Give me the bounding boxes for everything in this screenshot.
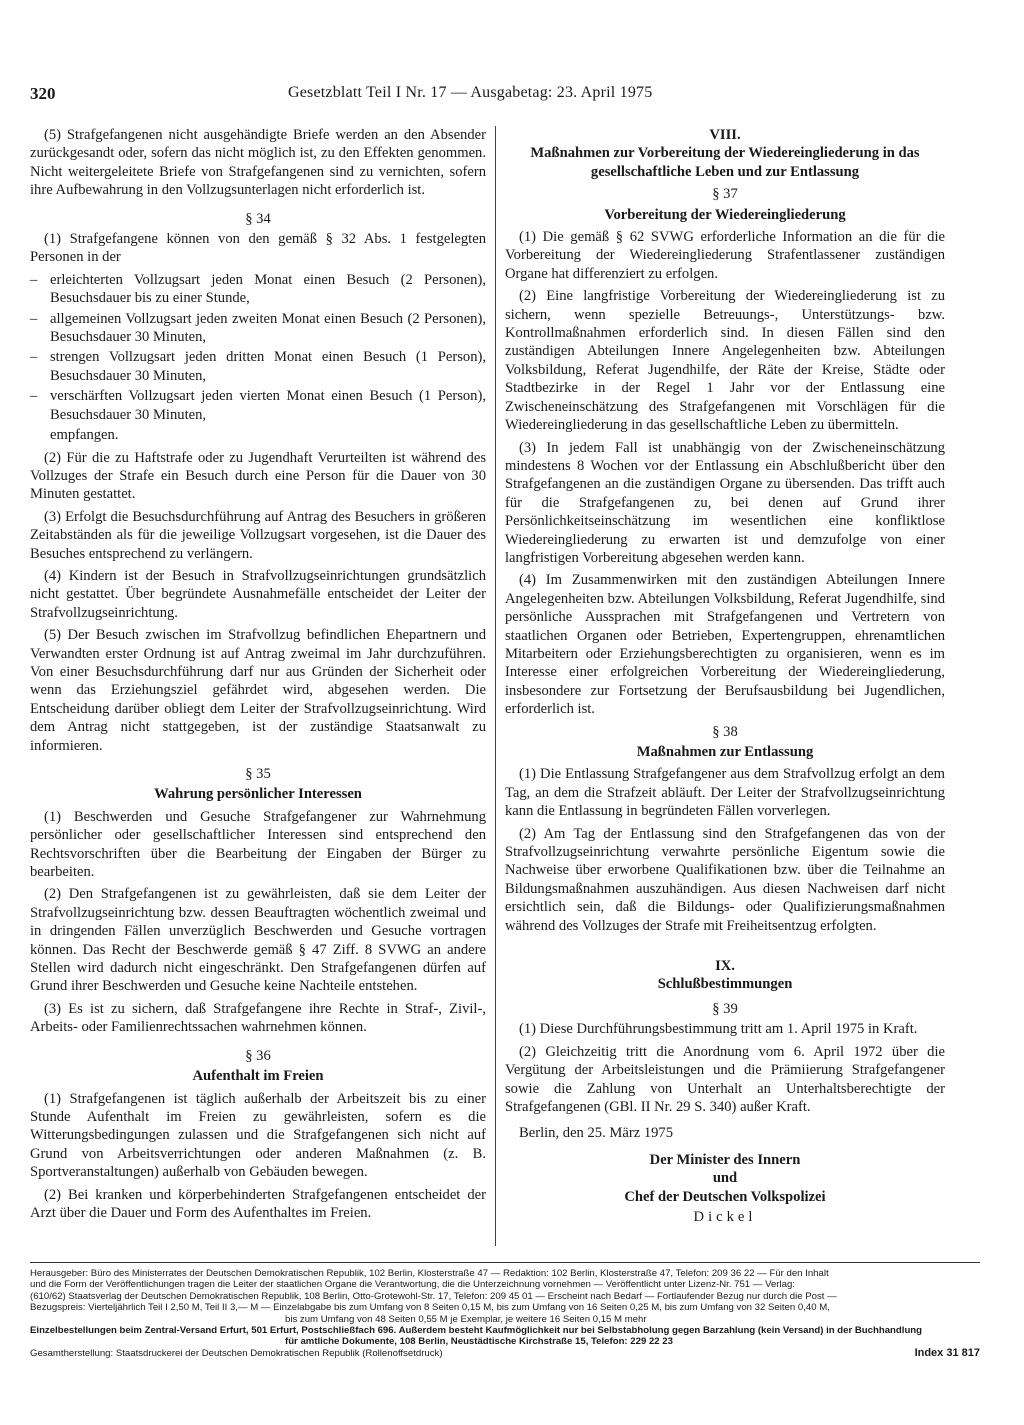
paragraph: (2) Eine langfristige Vorbereitung der Wiedereingliederung ist zu sichern, wenn spezielle Betreuungs-, Unterstützungs- bzw. Kontrollmaßnahmen erforderlich sind. In diesen Fällen sind den zuständigen Abteilungen Innere Angelegenheiten bzw. Abteilungen Volksbildung, Referat Jugendhilfe, der Räte der Kreise, Städte oder Stadtbezirke in der Regel 1 Jahr vor der Entlassung eine Zwischeneinschätzung des Strafgefangenen mit Vorschlägen für die Wiedereingliederung in das gesellschaftliche Leben zu übermitteln. bbox=[505, 288, 945, 434]
imprint-line: Herausgeber: Büro des Ministerrates der Deutschen Demokratischen Republik, 102 Berlin, Klosterstraße 47 — Redaktion: 102 Berlin, Klosterstraße 47, Telefon: 209 36 22 — Für den Inhalt bbox=[30, 1268, 829, 1279]
column-divider bbox=[495, 126, 496, 1246]
imprint-line-last bbox=[30, 1348, 980, 1359]
page-header bbox=[30, 84, 980, 110]
paragraph: (2) Am Tag der Entlassung sind den Strafgefangenen das von der Strafvollzugseinrichtung verwahrte persönliche Eigentum sowie die Nachweise über erworbene Qualifikationen bzw. über die Teilnahme an Bildungsmaßnahmen auszuhändigen. Aus diesen Nachweisen darf nicht ersichtlich sein, daß die Bildungs- oder Qualifizierungsmaßnahmen während des Vollzuges der Strafe mit Freiheitsentzug erfolgten. bbox=[505, 825, 945, 934]
paragraph: (3) Es ist zu sichern, daß Strafgefangene ihre Rechte in Straf-, Zivil-, Arbeits- oder Familienrechtssachen wahrnehmen können. bbox=[30, 1000, 486, 1036]
part-title: Schlußbestimmungen bbox=[657, 976, 793, 993]
paragraph: (1) Diese Durchführungsbestimmung tritt am 1. April 1975 in Kraft. bbox=[519, 1021, 918, 1038]
paragraph: (1) Die gemäß § 62 SVWG erforderliche Information an die für die Vorbereitung der Wiedereingliederung Strafentlassener zuständigen Organe hat differenziert zu erfolgen. bbox=[505, 229, 945, 282]
paragraph: (4) Kindern ist der Besuch in Strafvollzugseinrichtungen grundsätzlich nicht gestattet. Über begründete Ausnahmefälle entscheidet der Leiter der Strafvollzugseinrichtung. bbox=[30, 567, 486, 621]
section-title: Maßnahmen zur Entlassung bbox=[636, 744, 814, 760]
section-title: Wahrung persönlicher Interessen bbox=[154, 786, 362, 803]
left-column bbox=[30, 126, 486, 1226]
paragraph: (3) Erfolgt die Besuchsdurchführung auf Antrag des Besuchers in größeren Zeitabständen als für die jeweilige Vollzugsart vorgesehen, ist die Dauer des Besuches entsprechend zu verlängern. bbox=[30, 508, 486, 562]
section-number: § 34 bbox=[245, 210, 271, 227]
page-number: 320 bbox=[30, 84, 56, 103]
imprint-line: und die Form der Veröffentlichungen tragen die Leiter der staatlichen Organe die Verantwortung, die die Unterzeichnung vornehmen — Veröffentlicht unter Lizenz-Nr. 751 — Verlag: bbox=[30, 1279, 795, 1291]
paragraph: (5) Der Besuch zwischen im Strafvollzug befindlichen Ehepartnern und Verwandten erster Ordnung ist auf Antrag zweimal im Jahr durchzuführen. Von einer Besuchsdurchführung darf nur aus Gründen der Sicherheit oder wenn das Erziehungsziel gefährdet wird, abgesehen werden. Die Entscheidung darüber obliegt dem Leiter der Strafvollzugseinrichtung. Wird dem Antrag nicht stattgegeben, ist der zuständige Staatsanwalt zu informieren. bbox=[30, 627, 486, 754]
imprint-footer bbox=[30, 1268, 980, 1359]
section-title: Aufenthalt im Freien bbox=[192, 1068, 324, 1085]
paragraph: (2) Gleichzeitig tritt die Anordnung vom 6. April 1972 über die Vergütung der Arbeitsleistungen und die Prämiierung Strafgefangener sowie die Zahlung von Unterhalt an Unterhaltsberechtigte der Strafgefangenen (GBl. II Nr. 29 S. 340) außer Kraft. bbox=[505, 1043, 945, 1115]
imprint-line: bis zum Umfang von 48 Seiten 0,55 M je Exemplar, je weitere 16 Seiten 0,15 M mehr bbox=[285, 1313, 647, 1325]
paragraph: (1) Strafgefangene können von den gemäß § 32 Abs. 1 festgelegten Personen in der bbox=[30, 231, 486, 266]
paragraph: (2) Den Strafgefangenen ist zu gewährleisten, daß sie dem Leiter der Strafvollzugseinrichtung bzw. dessen Beauftragten wöchentlich zweimal und in dringenden Fällen unverzüglich Beschwerden und Gesuche vortragen können. Das Recht der Beschwerde gemäß § 47 Ziff. 8 SVWG an andere Stellen wird dadurch nicht eingeschränkt. Den Strafgefangenen dürfen auf Grund ihrer Beschwerden und Gesuche keine Nachteile entstehen. bbox=[30, 886, 486, 995]
imprint-line: (610/62) Staatsverlag der Deutschen Demokratischen Republik, 108 Berlin, Otto-Grotewohl-Str. 17, Telefon: 209 45 01 — Erscheint nach Bedarf — Fortlaufender Bezug nur durch die Post — bbox=[30, 1290, 837, 1302]
section-number: § 36 bbox=[245, 1047, 271, 1064]
signatory-name: Dickel bbox=[693, 1208, 757, 1225]
paragraph: (4) Im Zusammenwirken mit den zuständigen Abteilungen Innere Angelegenheiten bzw. Abteilungen Volksbildung, Referat Jugendhilfe, sind persönliche Aussprachen mit Strafgefangenen und Vertretern von staatlichen Organen oder Betrieben, Expertengruppen, ehrenamtlichen Mitarbeitern oder Erziehungsberechtigten zu organisieren, wenn es im Interesse einer erfolgreichen Vorbereitung der Wiedereingliederung, insbesondere zur Fortsetzung der Berufsausbildung bei Jugendlichen, erforderlich ist. bbox=[505, 572, 945, 718]
running-title: Gesetzblatt Teil I Nr. 17 — Ausgabetag: 23. April 1975 bbox=[288, 84, 653, 101]
paragraph: (2) Bei kranken und körperbehinderten Strafgefangenen entscheidet der Arzt über die Dauer und Form des Aufenthaltes im Freien. bbox=[30, 1186, 486, 1221]
paragraph: (5) Strafgefangenen nicht ausgehändigte Briefe werden an den Absender zurückgesandt oder, sofern das nicht möglich ist, zu den Effekten genommen. Nicht weitergeleitete Briefe von Strafgefangenen sind zu vernichten, sofern ihre Aufbewahrung in den Vollzugsunterlagen nicht erforderlich ist. bbox=[30, 127, 486, 199]
index-number: Index 31 817 bbox=[914, 1346, 980, 1359]
visit-rules-list bbox=[30, 271, 486, 424]
imprint-line: für amtliche Dokumente, 108 Berlin, Neustädtische Kirchstraße 15, Telefon: 229 22 23 bbox=[285, 1336, 673, 1348]
signatory-title: Der Minister des Innern bbox=[649, 1151, 801, 1168]
imprint-line: Bezugspreis: Vierteljährlich Teil I 2,50 M, Teil II 3,— M — Einzelabgabe bis zum Umfang von 8 Seiten 0,15 M, bis zum Umfang von 16 Seiten 0,25 M, bis zum Umfang von 32 Seiten 0,40 M, bbox=[30, 1302, 830, 1314]
section-number: § 38 bbox=[712, 723, 738, 740]
part-number: IX. bbox=[715, 958, 735, 975]
signatory-title: Chef der Deutschen Volkspolizei bbox=[624, 1188, 826, 1205]
list-item: – strengen Vollzugsart jeden dritten Monat einen Besuch (1 Person), Besuchsdauer 30 Minuten, bbox=[30, 348, 486, 385]
part-number: VIII. bbox=[709, 127, 741, 143]
footer-divider bbox=[30, 1262, 980, 1263]
paragraph: (1) Die Entlassung Strafgefangener aus dem Strafvollzug erfolgt an dem Tag, an dem die Strafzeit abläuft. Der Leiter der Strafvollzugseinrichtung kann die Entlassung in begründeten Fällen vorverlegen. bbox=[505, 766, 945, 820]
list-item: – allgemeinen Vollzugsart jeden zweiten Monat einen Besuch (2 Personen), Besuchsdauer 30 Minuten, bbox=[30, 310, 486, 347]
place-and-date: Berlin, den 25. März 1975 bbox=[519, 1125, 674, 1142]
paragraph: empfangen. bbox=[50, 427, 119, 444]
paragraph: (2) Für die zu Haftstrafe oder zu Jugendhaft Verurteilten ist während des Vollzuges der Strafe ein Besuch durch eine Person für die Dauer von 30 Minuten gestattet. bbox=[30, 449, 486, 503]
section-title: Vorbereitung der Wiedereingliederung bbox=[604, 206, 846, 223]
paragraph: (1) Beschwerden und Gesuche Strafgefangener zur Wahrnehmung persönlicher oder gesellschaftlicher Interessen sind entsprechend den Rechtsvorschriften über die Bearbeitung der Eingaben der Bürger zu bearbeiten. bbox=[30, 808, 486, 881]
section-number: § 35 bbox=[245, 766, 271, 782]
paragraph: (3) In jedem Fall ist unabhängig von der Zwischeneinschätzung mindestens 8 Wochen vor der Entlassung ein Abschlußbericht über den Strafgefangenen an die zuständigen Organe zu übersenden. Das trifft auch für die Strafgefangenen zu, bei denen auf Grund ihrer Persönlichkeitseinschätzung im wesentlichen eine konfliktlose Wiedereingliederung zu erwarten ist und demzufolge von einer langfristigen Vorbereitung abgesehen werden kann. bbox=[505, 439, 945, 566]
right-column bbox=[505, 126, 945, 1230]
paragraph: (1) Strafgefangenen ist täglich außerhalb der Arbeitszeit bis zu einer Stunde Aufenthalt im Freien zu gewährleisten, sofern es die Witterungsbedingungen zulassen und die Strafgefangenen sich nicht auf Grund von Arbeitsverrichtungen oder anderen Maßnahmen (z. B. Sportveranstaltungen) außerhalb von Gebäuden bewegen. bbox=[30, 1090, 486, 1181]
section-number: § 39 bbox=[712, 1000, 738, 1017]
list-item: – erleichterten Vollzugsart jeden Monat einen Besuch (2 Personen), Besuchsdauer bis zu einer Stunde, bbox=[30, 271, 486, 308]
printer-note: Gesamtherstellung: Staatsdruckerei der Deutschen Demokratischen Republik (Rollenoffsetdruck) bbox=[30, 1347, 443, 1359]
signatory-title: und bbox=[712, 1170, 738, 1187]
list-item: – verschärften Vollzugsart jeden vierten Monat einen Besuch (1 Person), Besuchsdauer 30 Minuten, bbox=[30, 387, 486, 424]
part-title: Maßnahmen zur Vorbereitung der Wiedereingliederung in das gesellschaftliche Leben und zur Entlassung bbox=[530, 145, 920, 180]
imprint-line: Einzelbestellungen beim Zentral-Versand Erfurt, 501 Erfurt, Postschließfach 696. Außerdem besteht Kaufmöglichkeit nur bei Selbstabholung gegen Barzahlung (kein Versand) in der Buchhandlung bbox=[30, 1325, 923, 1337]
section-number: § 37 bbox=[712, 186, 738, 203]
